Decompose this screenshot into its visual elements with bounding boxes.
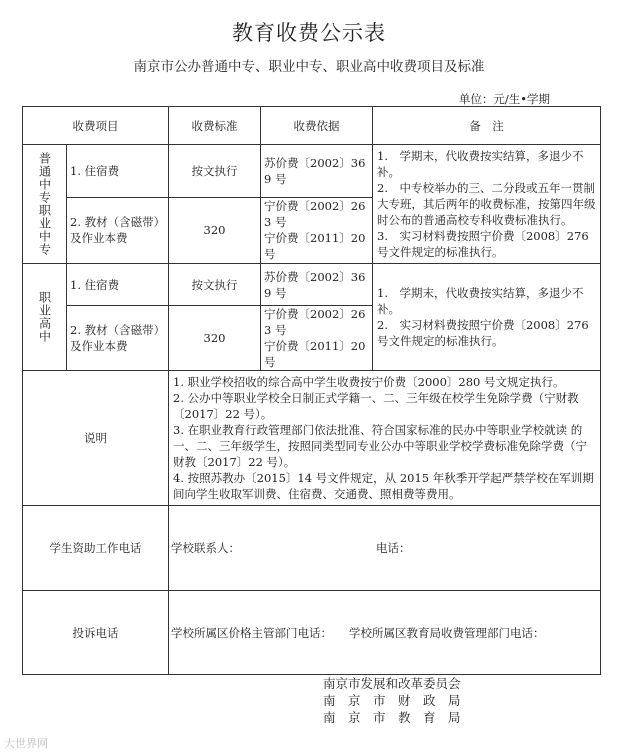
aid-phone-label: 学生资助工作电话 xyxy=(23,506,169,591)
explanation-row xyxy=(23,371,601,506)
fee-item: 2. 教材（含磁带）及作业本费 xyxy=(67,197,169,263)
explanation-item: 3. 在职业教育行政管理部门依法批准、符合国家标准的民办中等职业学校就读 的一、二、三年级学生，按照同类型同专业公办中等职业学校学费标准免除学费（宁财教〔2017〕22 号）。 xyxy=(173,423,587,469)
explanation-content xyxy=(169,371,601,506)
explanation-item: 2. 公办中等职业学校全日制正式学籍一、二、三年级在校学生免除学费（宁财教〔2017〕22 号）。 xyxy=(173,391,579,421)
table-row xyxy=(23,264,601,306)
issuer-block xyxy=(323,675,461,726)
complaint-phone-row xyxy=(23,591,601,675)
basis-line: 宁价费〔2011〕20 号 xyxy=(264,339,366,369)
note-line: 1. 学期末，代收费按实结算，多退少不补。 xyxy=(377,149,584,179)
table-row xyxy=(23,145,601,198)
header-item: 收费项目 xyxy=(23,107,169,145)
fee-basis xyxy=(261,306,373,371)
complaint-phone-label: 投诉电话 xyxy=(23,591,169,675)
fee-item: 1. 住宿费 xyxy=(67,264,169,306)
issuer-name: 南京市发展和改革委员会 xyxy=(323,676,461,691)
header-standard: 收费标准 xyxy=(169,107,261,145)
unit-label: 单位：元/生•学期 xyxy=(458,92,550,106)
fee-basis: 苏价费〔2002〕369 号 xyxy=(261,264,373,306)
note-line: 1. 学期末，代收费按实结算，多退少不补。 xyxy=(377,286,584,316)
fee-standard: 320 xyxy=(169,197,261,263)
page-subtitle: 南京市公办普通中专、职业中专、职业高中收费项目及标准 xyxy=(133,59,485,75)
header-notes: 备 注 xyxy=(373,107,601,145)
price-dept-phone-label: 学校所属区价格主管部门电话： xyxy=(171,625,332,640)
group-label: 职业高中 xyxy=(23,264,67,371)
group-label: 普通中专职业中专 xyxy=(23,145,67,264)
school-contact-label: 学校联系人： xyxy=(171,541,240,555)
fee-standard: 按文执行 xyxy=(169,145,261,198)
basis-line: 宁价费〔2011〕20 号 xyxy=(264,231,366,262)
issuer-name: 南 京 市 教 育 局 xyxy=(323,710,461,725)
edu-dept-phone-label: 学校所属区教育局收费管理部门电话： xyxy=(349,625,545,640)
header-basis: 收费依据 xyxy=(261,107,373,145)
fee-item: 1. 住宿费 xyxy=(67,145,169,198)
explanation-item: 4. 按照苏教办〔2015〕14 号文件规定，从 2015 年秋季开学起严禁学校在军训期间向学生收取军训费、住宿费、交通费、照相费等费用。 xyxy=(173,471,594,501)
phone-label: 电话： xyxy=(376,541,411,555)
watermark: 大世界网 xyxy=(4,737,48,750)
group-notes xyxy=(373,264,601,371)
complaint-phone-content xyxy=(169,591,601,675)
fee-item: 2. 教材（含磁带）及作业本费 xyxy=(67,306,169,371)
fee-basis xyxy=(261,197,373,263)
page-title: 教育收费公示表 xyxy=(232,21,386,45)
note-line: 3. 实习材料费按照宁价费〔2008〕276 号文件规定的标准执行。 xyxy=(377,229,589,259)
fee-basis: 苏价费〔2002〕369 号 xyxy=(261,145,373,198)
fee-standard: 按文执行 xyxy=(169,264,261,306)
explanation-label: 说明 xyxy=(23,371,169,506)
aid-phone-row xyxy=(23,506,601,591)
fee-standard: 320 xyxy=(169,306,261,371)
basis-line: 宁价费〔2002〕263 号 xyxy=(264,199,366,230)
basis-line: 宁价费〔2002〕263 号 xyxy=(264,307,366,337)
fee-table xyxy=(22,106,601,675)
note-line: 2. 中专校举办的三、二分段或五年一贯制大专班，其后两年的收费标准，按第四年级时公布的普通高校专科收费标准执行。 xyxy=(377,181,596,227)
aid-phone-content xyxy=(169,506,601,591)
explanation-item: 1. 职业学校招收的综合高中学生收费按宁价费〔2000〕280 号文规定执行。 xyxy=(173,375,565,389)
note-line: 2. 实习材料费按照宁价费〔2008〕276 号文件规定的标准执行。 xyxy=(377,318,589,348)
table-header-row xyxy=(23,107,601,145)
group-notes xyxy=(373,145,601,264)
issuer-name: 南 京 市 财 政 局 xyxy=(323,693,461,708)
